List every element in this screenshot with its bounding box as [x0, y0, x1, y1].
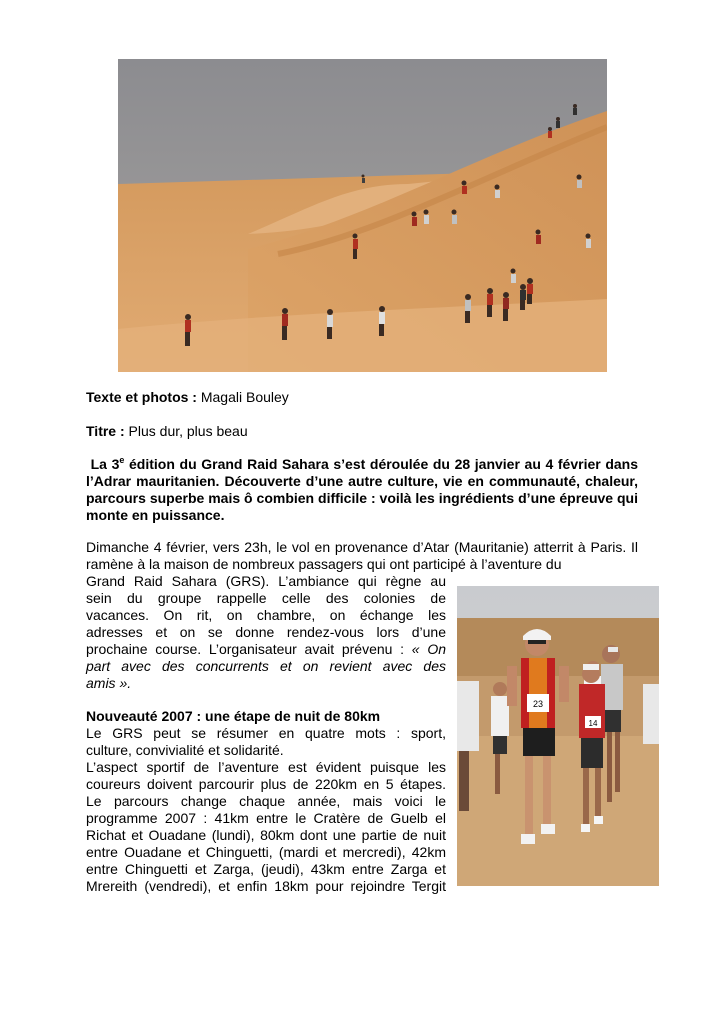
- body-line: Le GRS peut se résumer en quatre mots : sport,: [86, 725, 446, 741]
- photo-desert-dunes-runners: [118, 59, 607, 372]
- bib-number-14: 14: [588, 719, 598, 728]
- credit-author: Magali Bouley: [200, 389, 289, 405]
- body-line: entre Ouadane et Chinguetti, (mardi et mercredi), 42km: [86, 844, 446, 860]
- body-line-text: prochaine course. L’organisateur avait prévenu :: [86, 641, 405, 657]
- body-line: adresses et on se donne rendez-vous lors d’une: [86, 624, 446, 640]
- bib-number-23: 23: [532, 699, 544, 709]
- lead-superscript: e: [119, 455, 125, 465]
- body-line-with-quote: [86, 641, 446, 658]
- body-line: Grand Raid Sahara (GRS). L’ambiance qui règne au: [86, 573, 446, 589]
- body-line: vacances. On rit, on chambre, on échange les: [86, 607, 446, 623]
- body-line: sein du groupe rappelle celle des colonies de: [86, 590, 446, 606]
- body-line: entre Chinguetti et Zarga, (jeudi), 43km entre Zarga et: [86, 861, 446, 877]
- credit-label: Texte et photos :: [86, 389, 197, 405]
- section-heading: Nouveauté 2007 : une étape de nuit de 80km: [86, 708, 381, 724]
- body-line: Mrereith (vendredi), et enfin 18km pour rejoindre Tergit: [86, 878, 446, 894]
- photo-credit-line: [86, 389, 289, 406]
- body-line: Le parcours change chaque année, mais voici le: [86, 793, 446, 809]
- body-line: Richat et Ouadane (lundi), 80km dont une partie de nuit: [86, 827, 446, 843]
- quote-line: part avec des concurrents et on revient avec des: [86, 658, 446, 674]
- paragraph-intro-continued: [86, 573, 446, 692]
- body-line: L’aspect sportif de l’aventure est évident puisque les: [86, 759, 446, 775]
- body-line: programme 2007 : 41km entre le Cratère de Guelb el: [86, 810, 446, 826]
- paragraph-intro: Dimanche 4 février, vers 23h, le vol en provenance d’Atar (Mauritanie) atterrit à Paris. Il ramène à la maison de nombreux passagers qui ont participé à l’aventure du: [86, 539, 638, 572]
- article-title-line: [86, 423, 248, 440]
- lead-start: La 3: [90, 456, 120, 472]
- lead-paragraph: [86, 456, 638, 524]
- quote-line: amis ».: [86, 675, 132, 691]
- body-line: culture, convivialité et solidarité.: [86, 742, 284, 758]
- title-label: Titre :: [86, 423, 125, 439]
- quote-start: « On: [411, 641, 446, 657]
- lead-rest: édition du Grand Raid Sahara s’est déroulée du 28 janvier au 4 février dans l’Adrar mauritanien. Découverte d’une autre culture, vie en communauté, chaleur, parcours superbe mais ô combien difficile : voilà les ingrédients d’une épreuve qui monte en puissance.: [86, 456, 639, 523]
- body-line: coureurs doivent parcourir plus de 220km en 5 étapes.: [86, 776, 446, 792]
- article-title: Plus dur, plus beau: [128, 423, 248, 439]
- photo-runners-bibs: [457, 586, 659, 886]
- section-body: [86, 725, 446, 895]
